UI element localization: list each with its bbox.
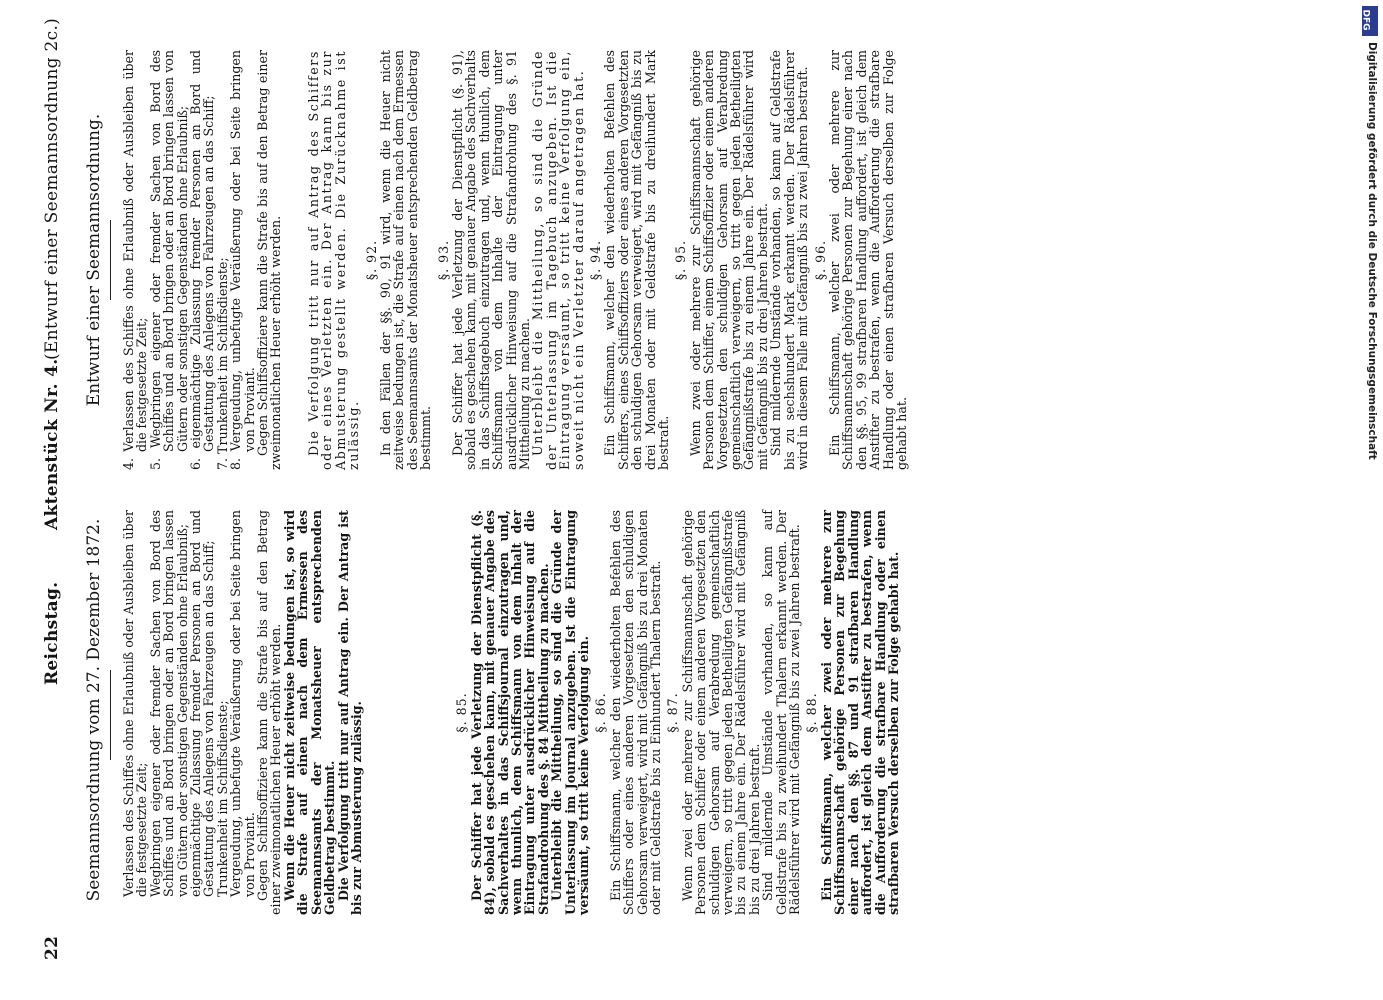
right-item: 4. Verlassen des Schiffes ohne Erlaubniß oder Ausbleiben über die festgesetzte Zeit; bbox=[121, 50, 150, 470]
section-92-text: In den Fällen der §§. 90, 91 wird, wenn die Heuer nicht zeitweise bedungen ist, die Strafe auf einen nach dem Ermessen des Seemannsamts der Monatsheuer entsprechenden Geldbetrag bestimmt. bbox=[377, 50, 434, 470]
header-doc-sub: (Entwurf einer Seemannsordnung 2c.) bbox=[42, 17, 62, 360]
page-number: 22 bbox=[42, 935, 62, 960]
section-87-text: Sind mildernde Umstände vorhanden, so kann auf Geldstrafe bis zu zweihundert Thalern erkannt werden. Der Rädelsführer wird mit Gefängniß bis zu zwei Jahren bestraft. bbox=[760, 510, 803, 915]
section-heading-88: §. 88. bbox=[804, 692, 820, 733]
left-paragraph: Wenn die Heuer nicht zeitweise bedungen ist, so wird die Strafe auf einen nach dem Ermessen des Seemannsamts der Monatsheuer entsprechenden Geldbetrag bestimmt. bbox=[281, 510, 338, 915]
section-93-text: Der Schiffer hat jede Verletzung der Dienstpflicht (§. 91), sobald es geschehen kann, mit genauer Angabe des Sachverhalts in das Schiffstagebuch einzutragen und, wenn thunlich, dem Schiffsmann von dem Inhalte der Eintragung unter ausdrücklicher Hinweisung auf die Strafandrohung des §. 91 Mittheilung zu machen. bbox=[449, 50, 532, 470]
section-heading-95: §. 95. bbox=[673, 239, 689, 281]
section-heading-85: §. 85. bbox=[454, 692, 470, 733]
right-item: 7. Trunkenheit im Schiffsdienste; bbox=[214, 257, 230, 470]
section-heading-94: §. 94. bbox=[588, 239, 603, 281]
left-item: Verlassen des Schiffes ohne Erlaubniß oder Ausbleiben über die festgesetzte Zeit; bbox=[121, 510, 150, 897]
section-95-text: Wenn zwei oder mehrere zur Schiffsmannschaft gehörige Personen dem Schiffer, einem Schiffsoffizier oder einem anderen Vorgesetzten den schuldigen Gehorsam auf Verabredung gemeinschaftlich verweigern, so tritt gegen jeden Betheiligten Gefängnißstrafe bis zu einem Jahre ein. Der Rädelsführer wird mit Gefängniß bis zu drei Jahren bestraft. bbox=[687, 50, 770, 470]
section-heading-96: §. 96. bbox=[812, 239, 828, 281]
title-rule-right bbox=[110, 220, 111, 300]
left-column-title: Seemannsordnung vom 27. Dezember 1872. bbox=[84, 518, 104, 902]
section-86-text: Ein Schiffsmann, welcher den wiederholten Befehlen des Schiffers oder eines anderen Vorgesetzten den schuldigen Gehorsam verweigert, wird mit Gefängniß bis zu drei Monaten oder mit Geldstrafe bis zu Einhundert Thalern bestraft. bbox=[607, 510, 663, 915]
right-item: 8. Vergeudung, unbefugte Veräußerung oder bei Seite bringen von Proviant. bbox=[228, 50, 257, 470]
section-94-text: Ein Schiffsmann, welcher den wiederholten Befehlen des Schiffers, eines Schiffsoffiziers oder eines anderen Vorgesetzten den schuldigen Gehorsam verweigert, wird mit Gefängniß bis zu drei Monaten oder mit Geldstrafe bis zu dreihundert Mark bestraft. bbox=[602, 50, 672, 470]
left-item: Trunkenheit im Schiffsdienste; bbox=[214, 700, 230, 897]
left-item: Vergeudung, unbefugte Veräußerung oder bei Seite bringen von Proviant. bbox=[228, 510, 257, 897]
left-item: Wegbringen eigener oder fremder Sachen von Bord des Schiffes und an Bord bringen oder an Bord bringen lassen von Gütern oder sonstigen Gegenständen ohne Erlaubniß; bbox=[147, 510, 190, 897]
right-paragraph: Die Verfolgung tritt nur auf Antrag des Schiffers oder eines Verletzten ein. Der Antrag kann bis zur Abmusterung gestellt werden. Die Zurücknahme ist zulässig. bbox=[305, 50, 362, 470]
left-paragraph: Die Verfolgung tritt nur auf Antrag ein. Der Antrag ist bis zur Abmusterung zulässig. bbox=[335, 510, 364, 915]
right-paragraph: Gegen Schiffsoffiziere kann die Strafe bis auf den Betrag einer zweimonatlichen Heuer erhöht werden. bbox=[255, 50, 284, 470]
right-item: 6. eigenmächtige Zulassung fremder Personen an Bord und Gestattung des Anlegens von Fahrzeugen an das Schiff; bbox=[188, 50, 217, 470]
right-item: 5. Wegbringen eigener oder fremder Sachen von Bord des Schiffes und an Bord bringen oder an Bord bringen lassen von Gütern oder sonstigen Gegenständen ohne Erlaubniß; bbox=[147, 50, 190, 470]
section-85-text: Unterbleibt die Mittheilung, so sind die Gründe der Unterlassung im Journal anzugeben. Ist die Eintragung versäumt, so tritt keine Verfolgung ein. bbox=[549, 510, 591, 915]
section-heading-93: §. 93. bbox=[435, 239, 451, 281]
section-85-text: Der Schiffer hat jede Verletzung der Dienstpflicht (§. 84), sobald es geschehen kann, mit genauer Angabe des Sachverhaltes in das Schiffsjournal einzutragen und, wenn thunlich, dem Schiffsmann von dem Inhalt der Eintragung unter ausdrücklicher Hinweisung auf die Strafandrohung des §. 84 Mittheilung zu machen. bbox=[468, 510, 551, 915]
section-93-text: Unterbleibt die Mittheilung, so sind die Gründe der Unterlassung im Tagebuch anzugeben. Ist die Eintragung versäumt, so tritt keine Verfolgung ein, soweit nicht ein Verletzter darauf angetragen hat. bbox=[530, 50, 586, 470]
section-95-text: Sind mildernde Umstände vorhanden, so kann auf Geldstrafe bis zu sechshundert Mark erkannt werden. Der Rädelsführer wird in diesem Falle mit Gefängniß bis zu zwei Jahren bestraft. bbox=[768, 50, 811, 470]
left-item: eigenmächtige Zulassung fremder Personen an Bord und Gestattung des Anlegens von Fahrzeugen an das Schiff; bbox=[188, 510, 217, 897]
dfg-logo: DFG bbox=[1362, 6, 1378, 36]
dfg-credit-text: Digitalisierung gefördert durch die Deutsche Forschungsgemeinschaft bbox=[1366, 42, 1378, 460]
title-rule-left bbox=[110, 670, 111, 760]
left-paragraph: Gegen Schiffsoffiziere kann die Strafe bis auf den Betrag einer zweimonatlichen Heuer erhöht werden. bbox=[255, 510, 284, 915]
header-parliament: Reichstag. bbox=[42, 581, 62, 685]
left-column bbox=[122, 510, 900, 915]
header-doc-ref: Aktenstück Nr. 4. bbox=[42, 358, 62, 530]
section-87-text: Wenn zwei oder mehrere zur Schiffsmannschaft gehörige Personen dem Schiffer oder einem anderen Vorgesetzten den schuldigen Gehorsam auf Verabredung gemeinschaftlich verweigern, so tritt gegen jeden Betheiligten Gefängnißstrafe bis zu einem Jahre ein. Der Rädelsführer wird mit Gefängniß bis zu drei Jahren bestraft. bbox=[679, 510, 762, 915]
right-column-title: Entwurf einer Seemannsordnung. bbox=[84, 113, 104, 407]
section-88-text: Ein Schiffsmann, welcher zwei oder mehrere zur Schiffsmannschaft gehörige Personen zur Begehung einer nach den §§. 87 und 91 strafbaren Handlung auffordert, ist gleich dem Anstifter zu bestrafen, wenn die Aufforderung die strafbare Handlung oder einen strafbaren Versuch derselben zur Folge gehabt hat. bbox=[818, 510, 901, 915]
section-96-text: Ein Schiffsmann, welcher zwei oder mehrere zur Schiffsmannschaft gehörige Personen zur Begehung einer nach den §§. 95, 99 strafbaren Handlung auffordert, ist gleich dem Anstifter zu bestrafen, wenn die Aufforderung die strafbare Handlung oder einen strafbaren Versuch derselben zur Folge gehabt hat. bbox=[826, 50, 909, 470]
section-heading-86: §. 86. bbox=[593, 692, 609, 733]
section-heading-87: §. 87. bbox=[665, 692, 681, 733]
dfg-watermark bbox=[1362, 6, 1378, 986]
section-heading-92: §. 92. bbox=[363, 239, 379, 281]
right-column bbox=[122, 50, 908, 470]
